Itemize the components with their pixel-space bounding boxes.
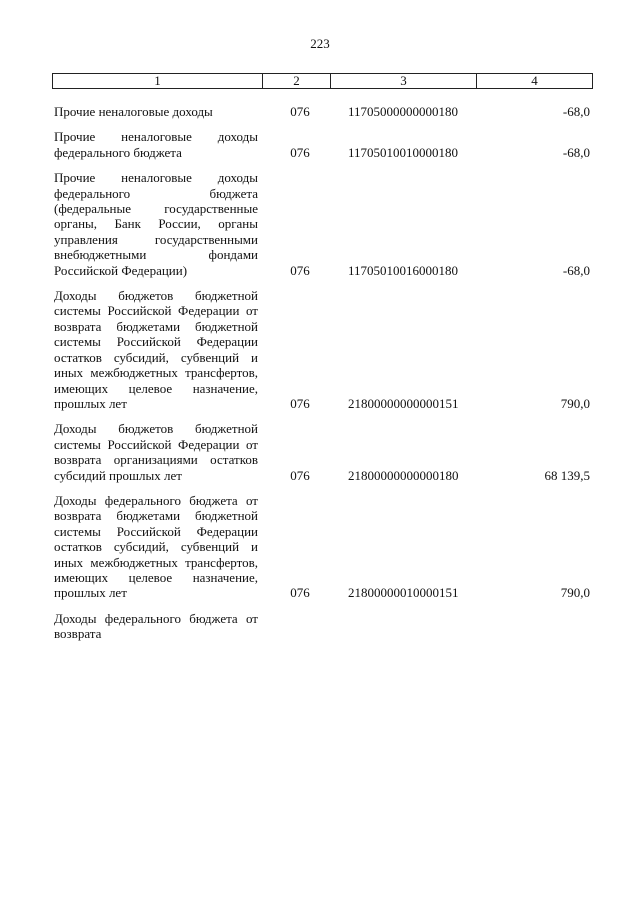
budget-classification-code: 21800000000000180 — [348, 467, 459, 483]
budget-classification-code: 11705010016000180 — [348, 262, 459, 278]
budget-classification-code: 11705000000000180 — [348, 104, 459, 119]
administrator-code: 076 — [290, 262, 310, 278]
page-number: 223 — [310, 36, 330, 51]
column-header-row — [53, 74, 593, 89]
amount: 790,0 — [560, 395, 590, 411]
administrator-code: 076 — [290, 395, 310, 411]
column-header-table — [52, 73, 593, 89]
column-header-3: 3 — [331, 74, 477, 89]
revenue-name: Доходы федерального бюджета от возврата бюджетами бюджетной системы Российской Федерации остатков субсидий, субвенций и иных межбюджетных трансфертов, имеющих целевое назначение, прошлых лет — [54, 492, 258, 601]
amount: 790,0 — [560, 585, 590, 601]
administrator-code: 076 — [290, 104, 310, 119]
administrator-code: 076 — [290, 467, 310, 483]
revenue-name: Доходы бюджетов бюджетной системы Российской Федерации от возврата организациями остатков субсидий прошлых лет — [54, 421, 258, 483]
revenue-name: Доходы бюджетов бюджетной системы Российской Федерации от возврата бюджетами бюджетной системы Российской Федерации остатков субсидий, субвенций и иных межбюджетных трансфертов, имеющих целевое назначение, прошлых лет — [54, 288, 258, 411]
table-row — [54, 119, 592, 160]
administrator-code: 076 — [290, 144, 310, 160]
column-header-1: 1 — [53, 74, 263, 89]
revenue-name: Прочие неналоговые доходы федерального бюджета (федеральные государственные органы, Банк России, органы управления государственными внебюджетными фондами Российской Федерации) — [54, 170, 258, 278]
table-row — [54, 411, 592, 483]
revenue-name: Прочие неналоговые доходы федерального бюджета — [54, 129, 258, 160]
administrator-code: 076 — [290, 585, 310, 601]
table-row — [54, 278, 592, 411]
amount: -68,0 — [562, 144, 590, 160]
column-header-2: 2 — [263, 74, 331, 89]
table-row — [54, 104, 592, 119]
administrator-code — [258, 601, 334, 642]
amount: -68,0 — [562, 262, 590, 278]
table-row — [54, 160, 592, 278]
revenue-name: Доходы федерального бюджета от возврата — [54, 610, 258, 642]
budget-classification-code — [334, 601, 498, 642]
budget-classification-code: 21800000000000151 — [348, 395, 459, 411]
revenue-table — [54, 104, 592, 642]
budget-classification-code: 21800000010000151 — [348, 585, 459, 601]
amount — [498, 601, 592, 642]
column-header-4: 4 — [477, 74, 593, 89]
table-row — [54, 483, 592, 601]
amount: 68 139,5 — [544, 467, 590, 483]
table-row — [54, 601, 592, 642]
revenue-name: Прочие неналоговые доходы — [54, 104, 213, 119]
budget-classification-code: 11705010010000180 — [348, 144, 459, 160]
amount: -68,0 — [562, 104, 590, 119]
